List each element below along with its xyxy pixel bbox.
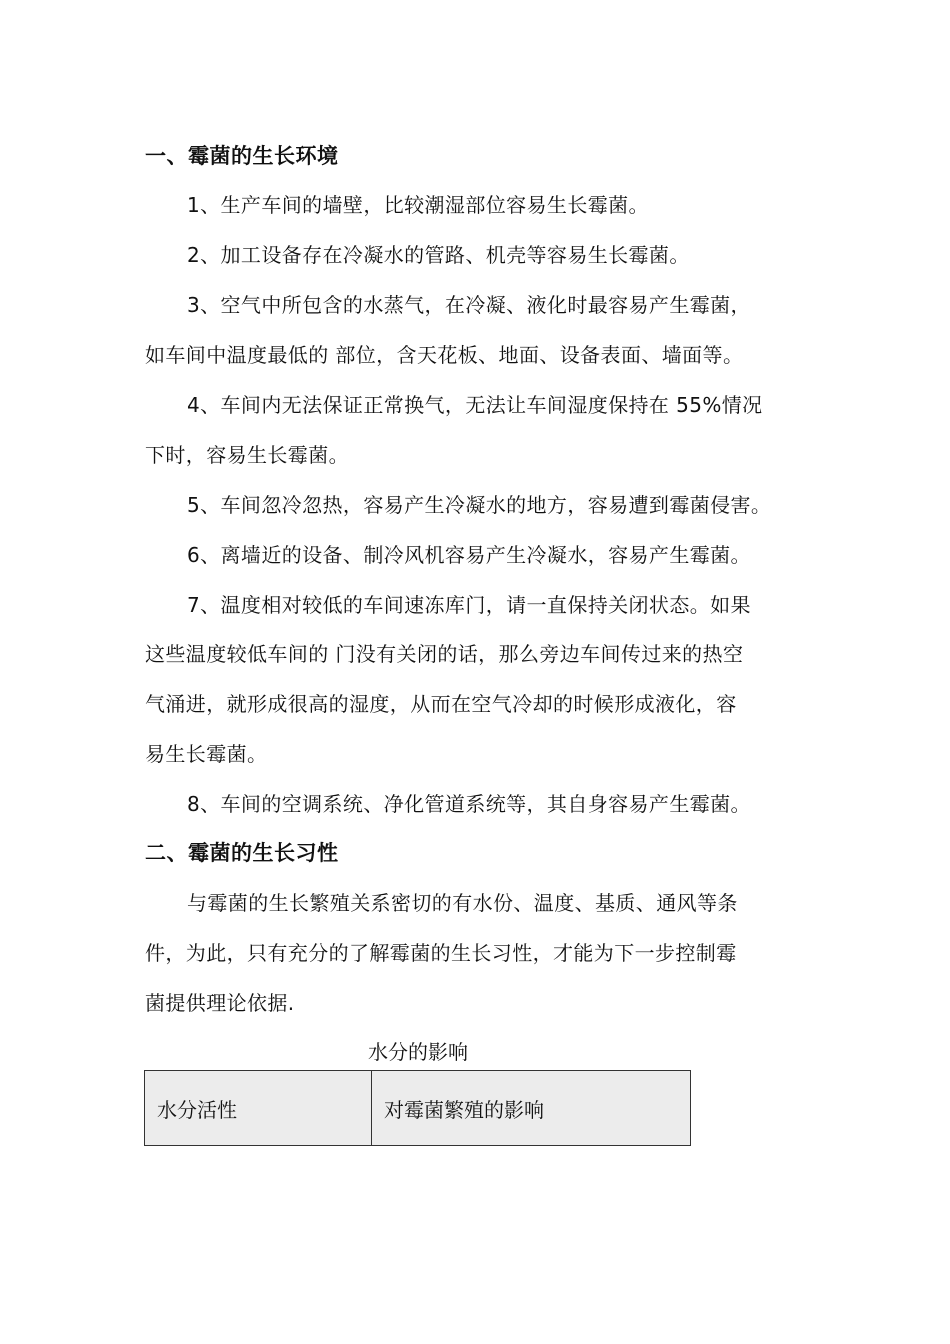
item-7-line-3: 气涌进，就形成很高的湿度，从而在空气冷却的时候形成液化，容 (145, 692, 737, 716)
section2-para-line-2: 件，为此，只有充分的了解霉菌的生长习性，才能为下一步控制霉 (145, 941, 737, 965)
item-7-line-4: 易生长霉菌。 (145, 742, 268, 766)
item-3-line-1: 3、空气中所包含的水蒸气，在冷凝、液化时最容易产生霉菌， (187, 293, 751, 317)
table-header-water-activity: 水分活性 (145, 1071, 372, 1146)
table-caption: 水分的影响 (368, 1040, 468, 1064)
item-5-line-1: 5、车间忽冷忽热，容易产生冷凝水的地方，容易遭到霉菌侵害。 (187, 493, 772, 517)
section2-heading: 二、霉菌的生长习性 (145, 841, 339, 865)
water-influence-table (144, 1070, 691, 1146)
section2-para-line-3: 菌提供理论依据. (145, 991, 295, 1015)
item-3-line-2: 如车间中温度最低的 部位，含天花板、地面、设备表面、墙面等。 (145, 343, 744, 367)
item-8-line-1: 8、车间的空调系统、净化管道系统等，其自身容易产生霉菌。 (187, 792, 751, 816)
item-2-line-1: 2、加工设备存在冷凝水的管路、机壳等容易生长霉菌。 (187, 243, 690, 267)
table-header-row (145, 1071, 691, 1146)
item-4-line-1: 4、车间内无法保证正常换气，无法让车间湿度保持在 55%情况 (187, 393, 763, 417)
section1-heading: 一、霉菌的生长环境 (145, 144, 339, 168)
item-1-line-1: 1、生产车间的墙壁，比较潮湿部位容易生长霉菌。 (187, 193, 649, 217)
item-6-line-1: 6、离墙近的设备、制冷风机容易产生冷凝水，容易产生霉菌。 (187, 543, 751, 567)
item-7-line-1: 7、温度相对较低的车间速冻库门，请一直保持关闭状态。如果 (187, 593, 751, 617)
section2-para-line-1: 与霉菌的生长繁殖关系密切的有水份、温度、基质、通风等条 (187, 891, 738, 915)
table-header-mold-effect: 对霉菌繁殖的影响 (372, 1071, 691, 1146)
item-4-line-2: 下时，容易生长霉菌。 (145, 443, 349, 467)
item-7-line-2: 这些温度较低车间的 门没有关闭的话，那么旁边车间传过来的热空 (145, 642, 744, 666)
